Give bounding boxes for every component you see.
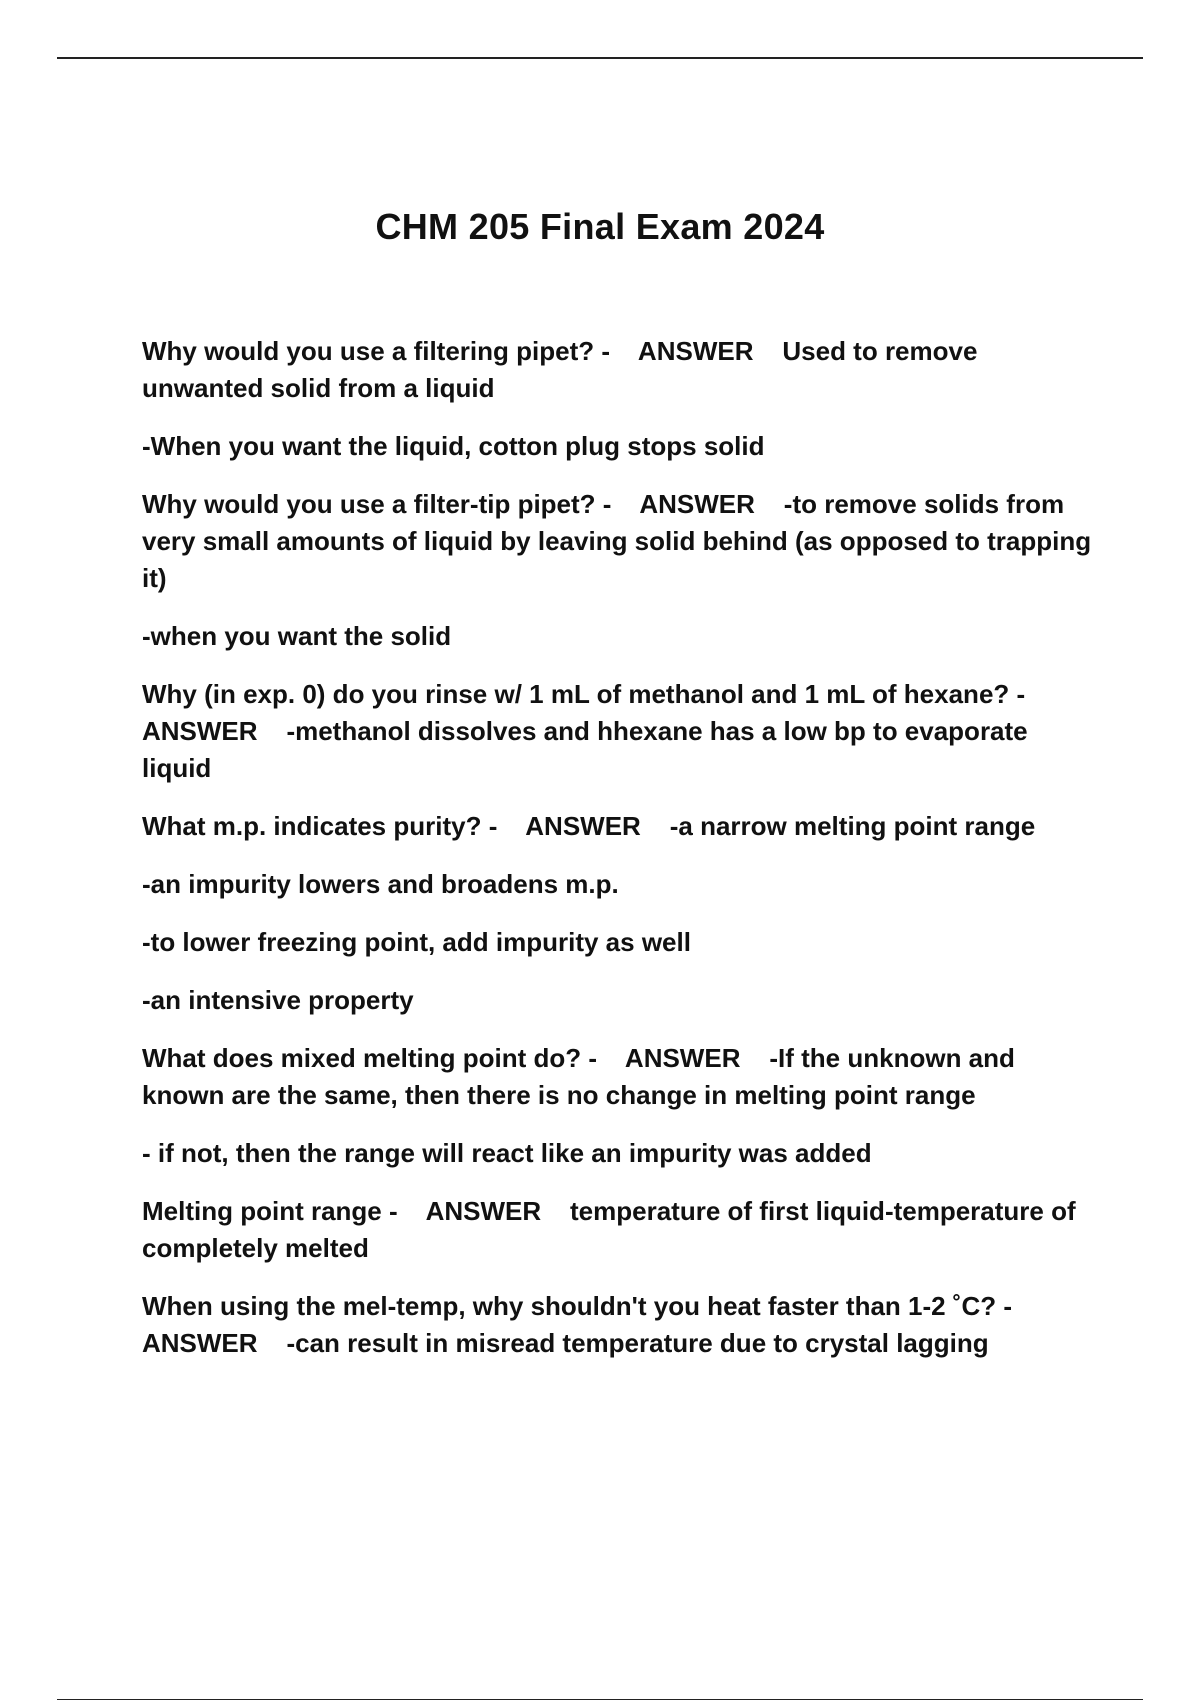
paragraph-2: -When you want the liquid, cotton plug stops solid [142,431,765,461]
page-title: CHM 205 Final Exam 2024 [375,206,825,247]
paragraph-4: -when you want the solid [142,621,452,651]
paragraph-3: Why would you use a filter-tip pipet? - ANSWER -to remove solids from very small amounts of liquid by leaving solid behind (as opposed to trapping it) [142,489,1099,593]
document-body [142,333,1102,1383]
paragraph-1: Why would you use a filtering pipet? - ANSWER Used to remove unwanted solid from a liquid [142,336,985,403]
paragraph-9: -an intensive property [142,985,414,1015]
paragraph-8: -to lower freezing point, add impurity as well [142,927,691,957]
paragraph-7: -an impurity lowers and broadens m.p. [142,869,619,899]
header-rule [57,57,1143,59]
paragraph-11: - if not, then the range will react like an impurity was added [142,1138,872,1168]
paragraph-5: Why (in exp. 0) do you rinse w/ 1 mL of methanol and 1 mL of hexane? - ANSWER -methanol dissolves and hhexane has a low bp to evaporate liquid [142,679,1054,783]
paragraph-13: When using the mel-temp, why shouldn't you heat faster than 1-2 ˚C? - ANSWER -can result in misread temperature due to crystal lagging [142,1291,1040,1358]
paragraph-12: Melting point range - ANSWER temperature of first liquid-temperature of completely melted [142,1196,1083,1263]
paragraph-10: What does mixed melting point do? - ANSWER -If the unknown and known are the same, then there is no change in melting point range [142,1043,1023,1110]
paragraph-6: What m.p. indicates purity? - ANSWER -a narrow melting point range [142,811,1036,841]
